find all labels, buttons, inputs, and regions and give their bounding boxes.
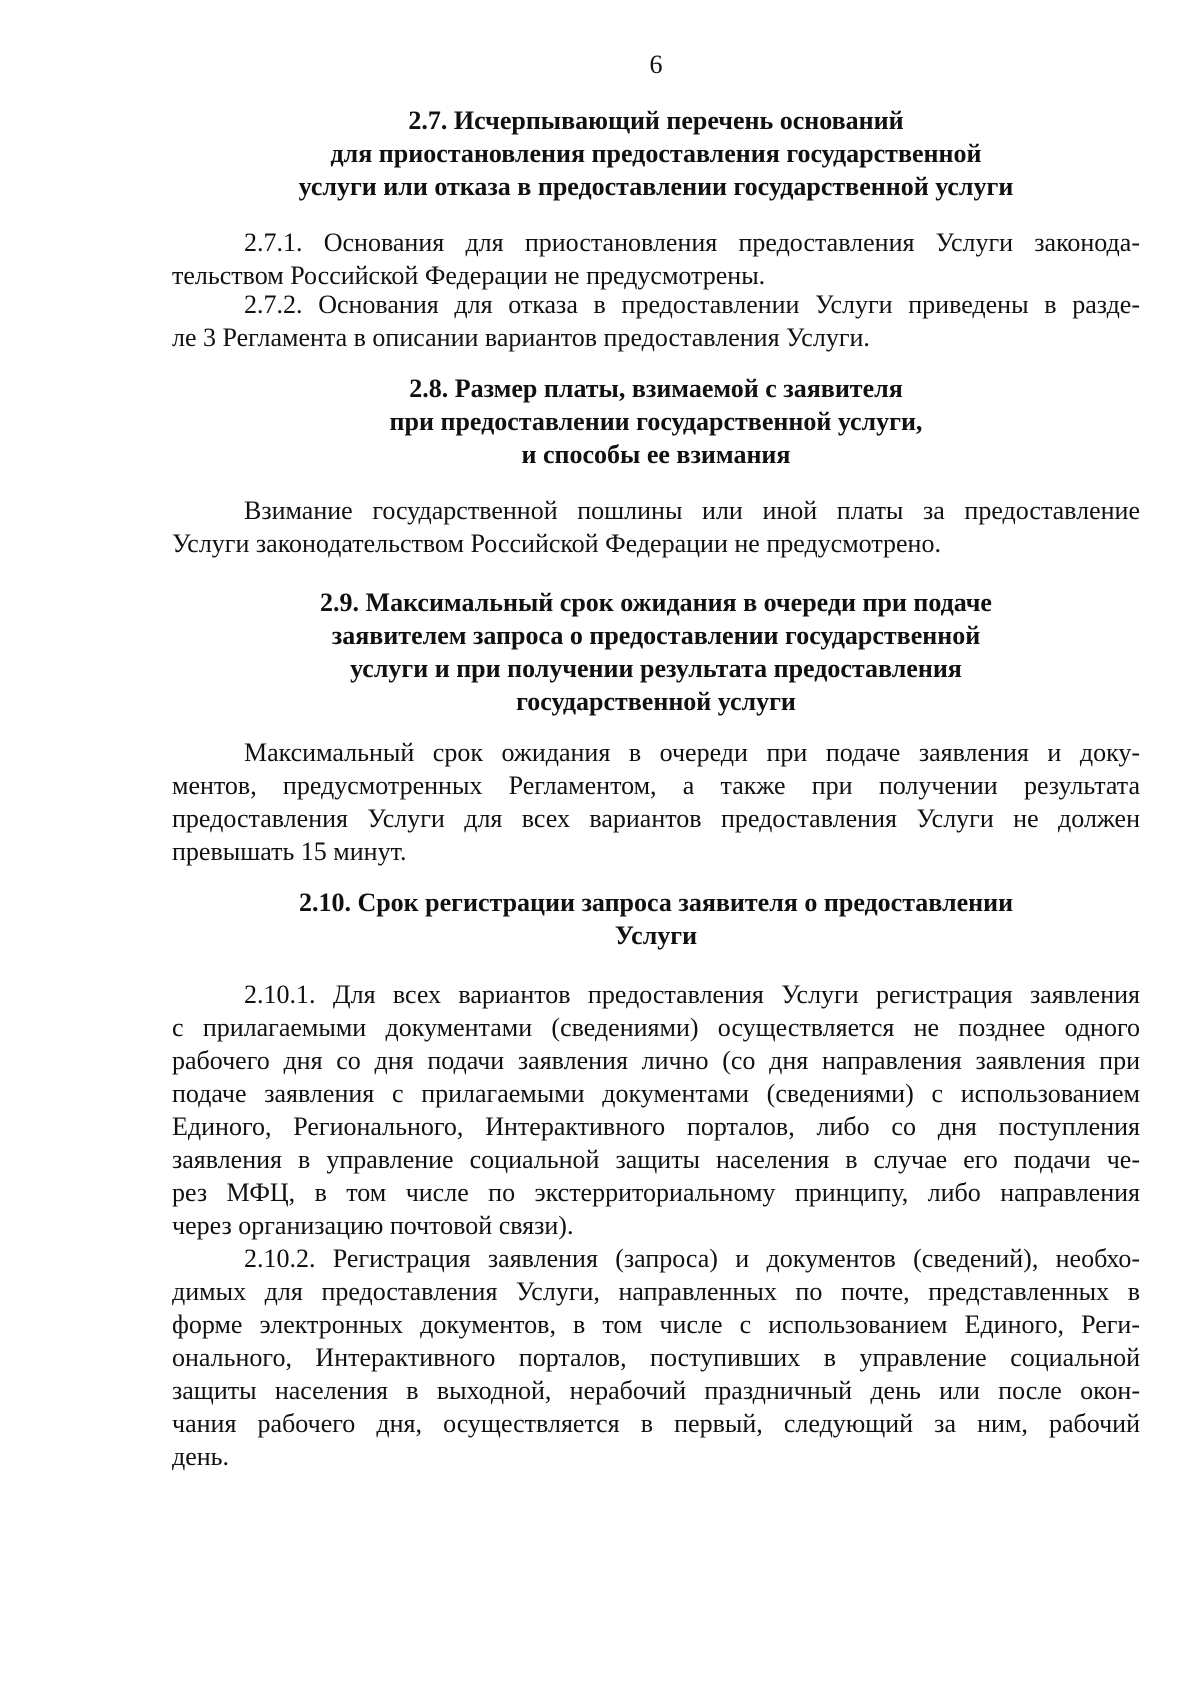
heading-line: 2.10. Срок регистрации запроса заявителя о предоставлении (298, 888, 1014, 917)
text-line: 2.10.1. Для всех вариантов предоставления Услуги регистрация заявления (244, 980, 1140, 1009)
heading-line: заявителем запроса о предоставлении государственной (331, 621, 981, 650)
text-line: день. (172, 1442, 230, 1471)
text-line: димых для предоставления Услуги, направленных по почте, представленных в (172, 1277, 1140, 1306)
text-line: Максимальный срок ожидания в очереди при подаче заявления и доку- (244, 738, 1140, 767)
text-line: Услуги законодательством Российской Федерации не предусмотрено. (172, 529, 941, 558)
heading-line: 2.9. Максимальный срок ожидания в очереди при подаче (320, 588, 992, 617)
text-line: 2.10.2. Регистрация заявления (запроса) и документов (сведений), необхо- (244, 1244, 1140, 1273)
section-2-9-heading (172, 586, 1140, 718)
paragraph-2-7-2 (172, 288, 1140, 354)
paragraph-2-8 (172, 494, 1140, 560)
text-line: 2.7.1. Основания для приостановления предоставления Услуги законода- (244, 228, 1140, 257)
text-line: заявления в управление социальной защиты населения в случае его подачи че- (172, 1145, 1140, 1174)
text-line: тельством Российской Федерации не предусмотрены. (172, 261, 766, 290)
text-line: рез МФЦ, в том числе по экстерриториальному принципу, либо направления (172, 1178, 1140, 1207)
page-number: 6 (649, 50, 663, 79)
heading-line: для приостановления предоставления государственной (330, 139, 982, 168)
section-2-8-heading (172, 372, 1140, 471)
text-line: защиты населения в выходной, нерабочий праздничный день или после окон- (172, 1376, 1140, 1405)
paragraph-2-7-1 (172, 226, 1140, 292)
section-2-7-heading (172, 104, 1140, 203)
text-line: чания рабочего дня, осуществляется в первый, следующий за ним, рабочий (172, 1409, 1140, 1438)
text-line: подаче заявления с прилагаемыми документами (сведениями) с использованием (172, 1079, 1140, 1108)
text-line: ментов, предусмотренных Регламентом, а также при получении результата (172, 771, 1140, 800)
heading-line: при предоставлении государственной услуги, (389, 407, 923, 436)
heading-line: 2.7. Исчерпывающий перечень оснований (408, 106, 904, 135)
text-line: с прилагаемыми документами (сведениями) осуществляется не позднее одного (172, 1013, 1140, 1042)
text-line: онального, Интерактивного порталов, поступивших в управление социальной (172, 1343, 1140, 1372)
text-line: через организацию почтовой связи). (172, 1211, 574, 1240)
heading-line: услуги или отказа в предоставлении государственной услуги (298, 172, 1014, 201)
paragraph-2-10-2 (172, 1242, 1140, 1473)
heading-line: и способы ее взимания (521, 440, 791, 469)
heading-line: государственной услуги (516, 687, 796, 716)
text-line: Взимание государственной пошлины или иной платы за предоставление (244, 496, 1140, 525)
paragraph-2-10-1 (172, 978, 1140, 1242)
section-2-10-heading (172, 886, 1140, 952)
text-line: 2.7.2. Основания для отказа в предоставлении Услуги приведены в разде- (244, 290, 1140, 319)
text-line: предоставления Услуги для всех вариантов предоставления Услуги не должен (172, 804, 1140, 833)
heading-line: услуги и при получении результата предоставления (350, 654, 962, 683)
heading-line: 2.8. Размер платы, взимаемой с заявителя (409, 374, 903, 403)
text-line: Единого, Регионального, Интерактивного порталов, либо со дня поступления (172, 1112, 1140, 1141)
text-line: форме электронных документов, в том числе с использованием Единого, Реги- (172, 1310, 1140, 1339)
heading-line: Услуги (614, 921, 698, 950)
text-line: ле 3 Регламента в описании вариантов предоставления Услуги. (172, 323, 870, 352)
text-line: превышать 15 минут. (172, 837, 407, 866)
paragraph-2-9 (172, 736, 1140, 868)
text-line: рабочего дня со дня подачи заявления лично (со дня направления заявления при (172, 1046, 1140, 1075)
